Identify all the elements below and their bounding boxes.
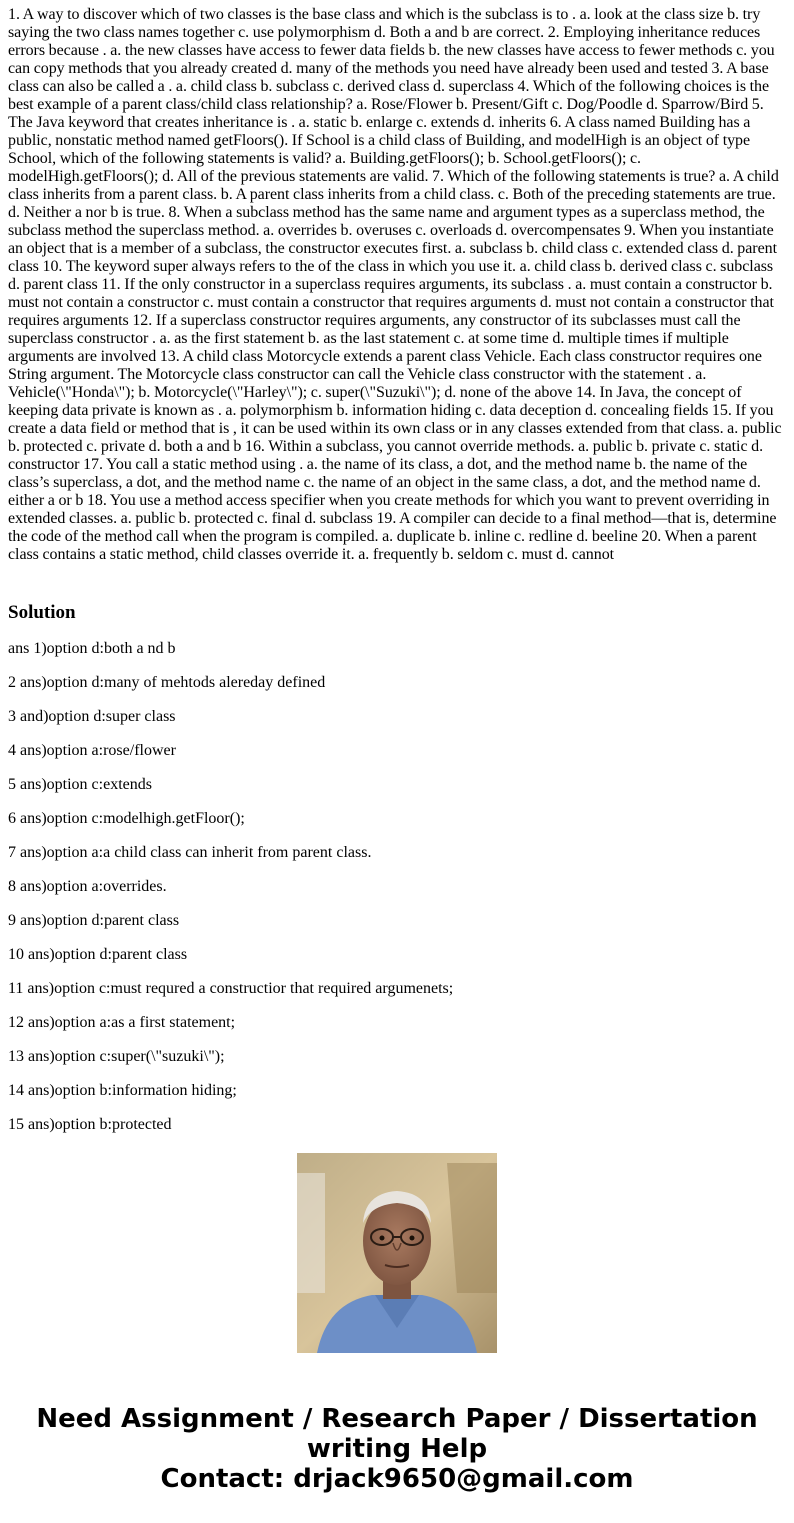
answer-item: 11 ans)option c:must requred a constructior that required argumenets; <box>8 980 454 997</box>
author-photo <box>297 1153 497 1353</box>
promo-contact: Contact: drjack9650@gmail.com <box>160 1464 634 1494</box>
answer-item: 15 ans)option b:protected <box>8 1116 172 1133</box>
answer-item: 13 ans)option c:super(\"suzuki\"); <box>8 1048 225 1065</box>
answer-item: 14 ans)option b:information hiding; <box>8 1082 237 1099</box>
answer-item: ans 1)option d:both a nd b <box>8 640 176 657</box>
question-text: 1. A way to discover which of two classes is the base class and which is the subclass is to . a. look at the class size b. try saying the two class names together c. use polymorphism d. Both a and b are correct. 2. Employing inheritance reduces errors because . a. the new classes have access to fewer data fields b. the new classes have access to fewer methods c. you can copy methods that you already created d. many of the methods you need have already been used and tested 3. A base class can also be called a . a. child class b. subclass c. derived class d. superclass 4. Which of the following choices is the best example of a parent class/child class relationship? a. Rose/Flower b. Present/Gift c. Dog/Poodle d. Sparrow/Bird 5. The Java keyword that creates inheritance is . a. static b. enlarge c. extends d. inherits 6. A class named Building has a public, nonstatic method named getFloors(). If School is a child class of Building, and modelHigh is an object of type School, which of the following statements is valid? a. Building.getFloors(); b. School.getFloors(); c. modelHigh.getFloors(); d. All of the previous statements are valid. 7. Which of the following statements is true? a. A child class inherits from a parent class. b. A parent class inherits from a child class. c. Both of the preceding statements are true. d. Neither a nor b is true. 8. When a subclass method has the same name and argument types as a superclass method, the subclass method the superclass method. a. overrides b. overuses c. overloads d. overcompensates 9. When you instantiate an object that is a member of a subclass, the constructor executes first. a. subclass b. child class c. extended class d. parent class 10. The keyword super always refers to the of the class in which you use it. a. child class b. derived class c. subclass d. parent class 11. If the only constructor in a superclass requires arguments, its subclass . a. must contain a constructor b. must not contain a constructor c. must contain a constructor that requires arguments d. must not contain a constructor that requires arguments 12. If a superclass constructor requires arguments, any constructor of its subclasses must call the superclass constructor . a. as the first statement b. as the last statement c. at some time d. multiple times if multiple arguments are involved 13. A child class Motorcycle extends a parent class Vehicle. Each class constructor requires one String argument. The Motorcycle class constructor can call the Vehicle class constructor with the statement . a. Vehicle(\"Honda\"); b. Motorcycle(\"Harley\"); c. super(\"Suzuki\"); d. none of the above 14. In Java, the concept of keeping data private is known as . a. polymorphism b. information hiding c. data deception d. concealing fields 15. If you create a data field or method that is , it can be used within its own class or in any classes extended from that class. a. public b. protected c. private d. both a and b 16. Within a subclass, you cannot override methods. a. public b. private c. static d. constructor 17. You call a static method using . a. the name of its class, a dot, and the method name b. the name of the class’s superclass, a dot, and the method name c. the name of an object in the same class, a dot, and the method name d. either a or b 18. You use a method access specifier when you create methods for which you want to prevent overriding in extended classes. a. public b. protected c. final d. subclass 19. A compiler can decide to a final method—that is, determine the code of the method call when the program is compiled. a. duplicate b. inline c. redline d. beeline 20. When a parent class contains a static method, child classes override it. a. frequently b. seldom c. must d. cannot <box>8 6 782 563</box>
promo-banner <box>0 1404 794 1494</box>
answer-item: 9 ans)option d:parent class <box>8 912 180 929</box>
promo-line-2: writing Help <box>306 1434 488 1464</box>
answer-item: 4 ans)option a:rose/flower <box>8 742 176 759</box>
answer-item: 10 ans)option d:parent class <box>8 946 188 963</box>
solution-heading: Solution <box>8 602 76 623</box>
answer-item: 12 ans)option a:as a first statement; <box>8 1014 236 1031</box>
answer-item: 5 ans)option c:extends <box>8 776 152 793</box>
answer-item: 8 ans)option a:overrides. <box>8 878 167 895</box>
promo-line-1: Need Assignment / Research Paper / Dissertation <box>36 1404 758 1434</box>
answer-item: 3 and)option d:super class <box>8 708 176 725</box>
answer-item: 6 ans)option c:modelhigh.getFloor(); <box>8 810 245 827</box>
answers-list <box>8 640 788 1133</box>
answer-item: 7 ans)option a:a child class can inherit from parent class. <box>8 844 372 861</box>
author-photo-illustration <box>297 1153 497 1353</box>
answer-item: 2 ans)option d:many of mehtods alereday defined <box>8 674 326 691</box>
